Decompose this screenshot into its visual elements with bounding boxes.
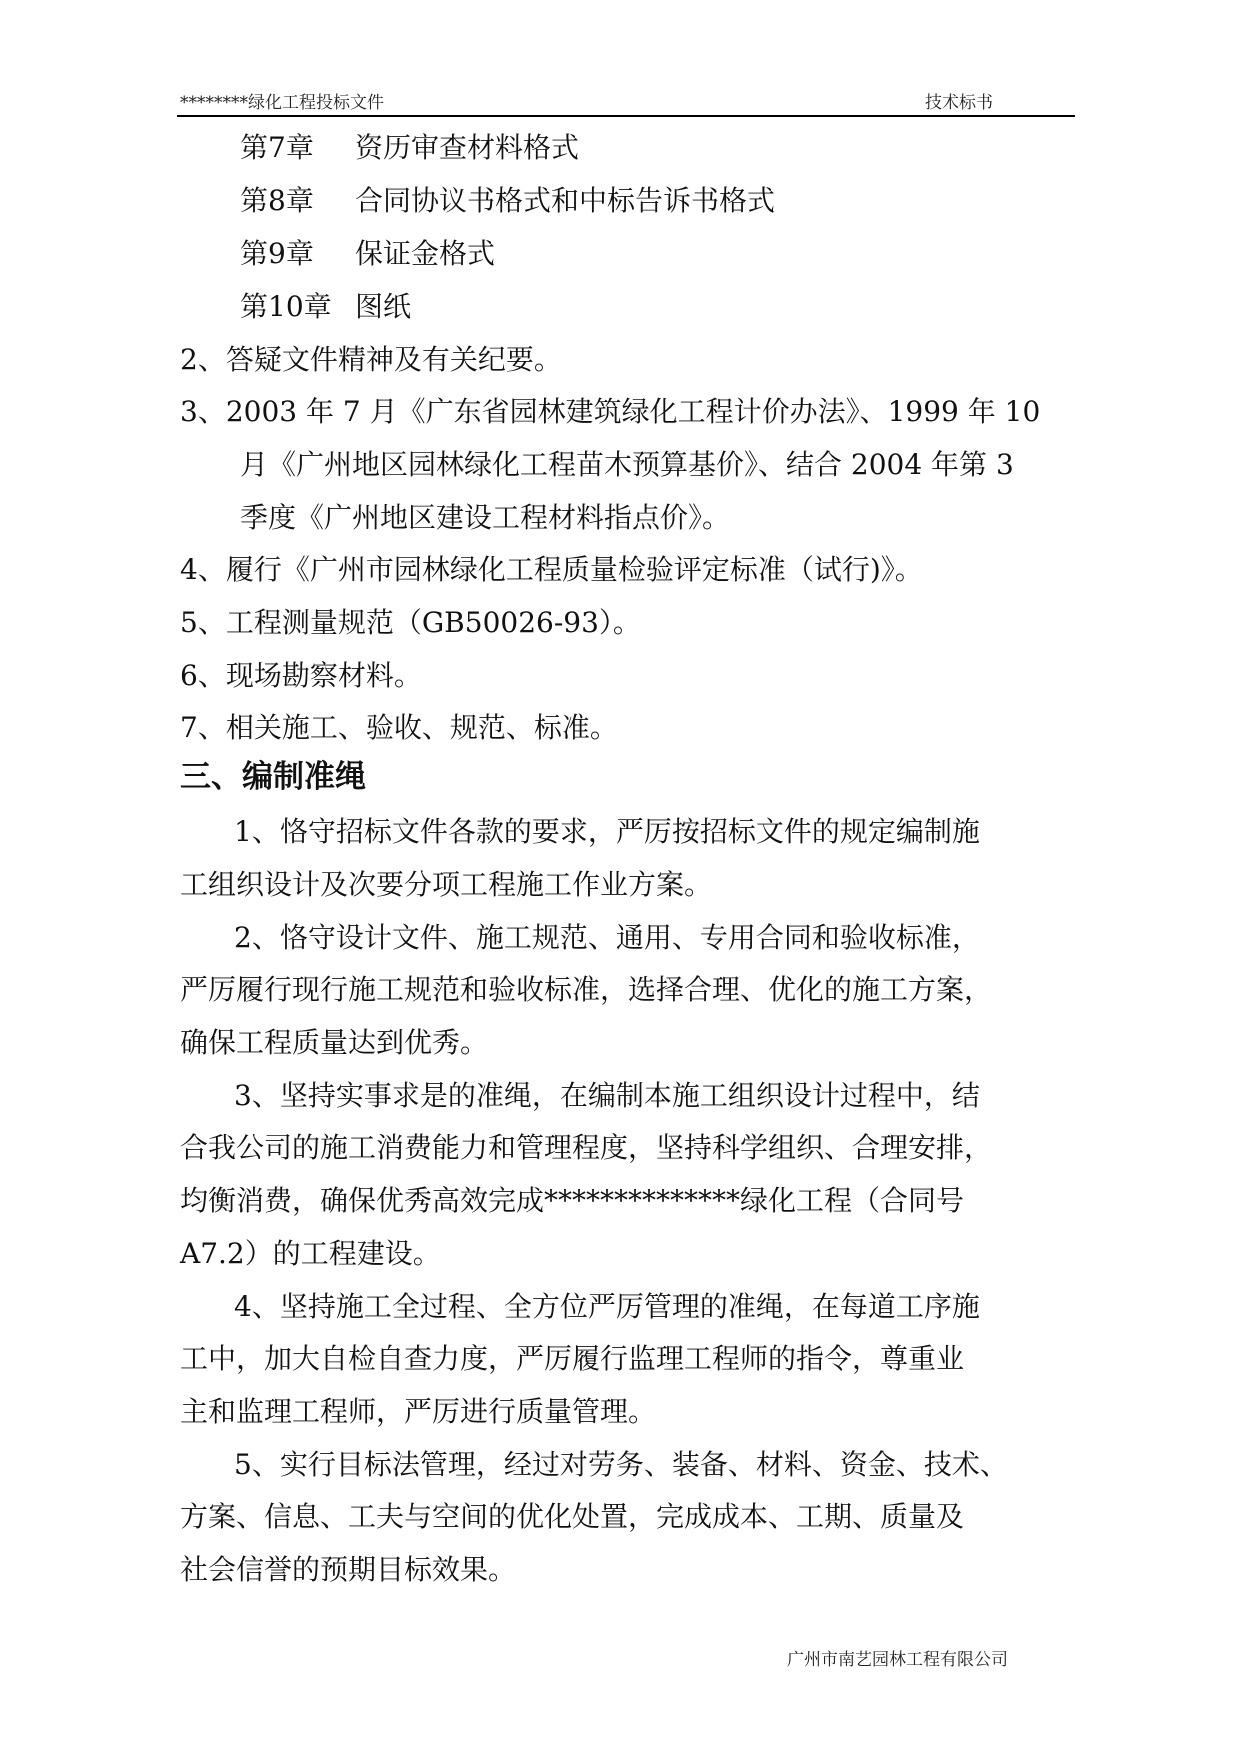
chapter-title: 合同协议书格式和中标告诉书格式 — [355, 184, 776, 217]
principle-line: 主和监理工程师，严厉进行质量管理。 — [180, 1395, 657, 1428]
principle-line: 2、恪守设计文件、施工规范、通用、专用合同和验收标准， — [234, 921, 980, 954]
chapter-item — [240, 130, 579, 166]
page-header — [180, 88, 1075, 112]
principle-line: 合我公司的施工消费能力和管理程度，坚持科学组织、合理安排， — [180, 1131, 993, 1164]
principle-line: 1、恪守招标文件各款的要求，严厉按招标文件的规定编制施 — [234, 815, 980, 848]
principle-line: 5、实行目标法管理，经过对劳务、装备、材料、资金、技术、 — [234, 1448, 1008, 1481]
chapter-title: 图纸 — [355, 290, 412, 323]
chapter-item — [240, 289, 411, 325]
principle-line: 严厉履行现行施工规范和验收标准，选择合理、优化的施工方案， — [180, 973, 993, 1006]
basis-item-3-line: 月《广州地区园林绿化工程苗木预算基价》、结合 2004 年第 3 — [240, 448, 1014, 481]
chapter-number: 第10章 — [240, 290, 332, 323]
basis-item-3-line: 3、2003 年 7 月《广东省园林建筑绿化工程计价办法》、1999 年 10 — [180, 395, 1041, 428]
header-document-type: 技术标书 — [925, 93, 993, 113]
chapter-number: 第8章 — [240, 184, 314, 217]
principle-line: 社会信誉的预期目标效果。 — [180, 1553, 517, 1586]
basis-item-2: 2、答疑文件精神及有关纪要。 — [180, 343, 562, 376]
chapter-number: 第7章 — [240, 131, 314, 164]
principle-line: A7.2）的工程建设。 — [180, 1237, 441, 1270]
chapter-item — [240, 236, 495, 272]
basis-item-4: 4、履行《广州市园林绿化工程质量检验评定标准（试行)》。 — [180, 553, 923, 586]
principle-line: 均衡消费，确保优秀高效完成**************绿化工程（合同号 — [180, 1184, 965, 1217]
principle-line: 方案、信息、工夫与空间的优化处置，完成成本、工期、质量及 — [180, 1500, 965, 1533]
chapter-title: 资历审查材料格式 — [355, 131, 580, 164]
chapter-item — [240, 183, 775, 219]
basis-item-7: 7、相关施工、验收、规范、标准。 — [180, 711, 618, 744]
chapter-number: 第9章 — [240, 237, 314, 270]
principle-line: 工中，加大自检自查力度，严厉履行监理工程师的指令，尊重业 — [180, 1342, 965, 1375]
principle-line: 确保工程质量达到优秀。 — [180, 1026, 489, 1059]
header-document-title: ********绿化工程投标文件 — [180, 93, 384, 113]
basis-item-6: 6、现场勘察材料。 — [180, 659, 422, 692]
section-heading: 三、编制准绳 — [180, 759, 366, 795]
chapter-title: 保证金格式 — [355, 237, 496, 270]
principle-line: 4、坚持施工全过程、全方位严厉管理的准绳，在每道工序施 — [234, 1290, 980, 1323]
principle-line: 3、坚持实事求是的准绳，在编制本施工组织设计过程中，结 — [234, 1079, 980, 1112]
header-divider — [177, 115, 1075, 117]
basis-item-3-line: 季度《广州地区建设工程材料指点价》。 — [240, 501, 731, 534]
basis-item-5: 5、工程测量规范（GB50026-93）。 — [180, 606, 641, 639]
page-footer-company: 广州市南艺园林工程有限公司 — [787, 1650, 1008, 1670]
principle-line: 工组织设计及次要分项工程施工作业方案。 — [180, 868, 713, 901]
